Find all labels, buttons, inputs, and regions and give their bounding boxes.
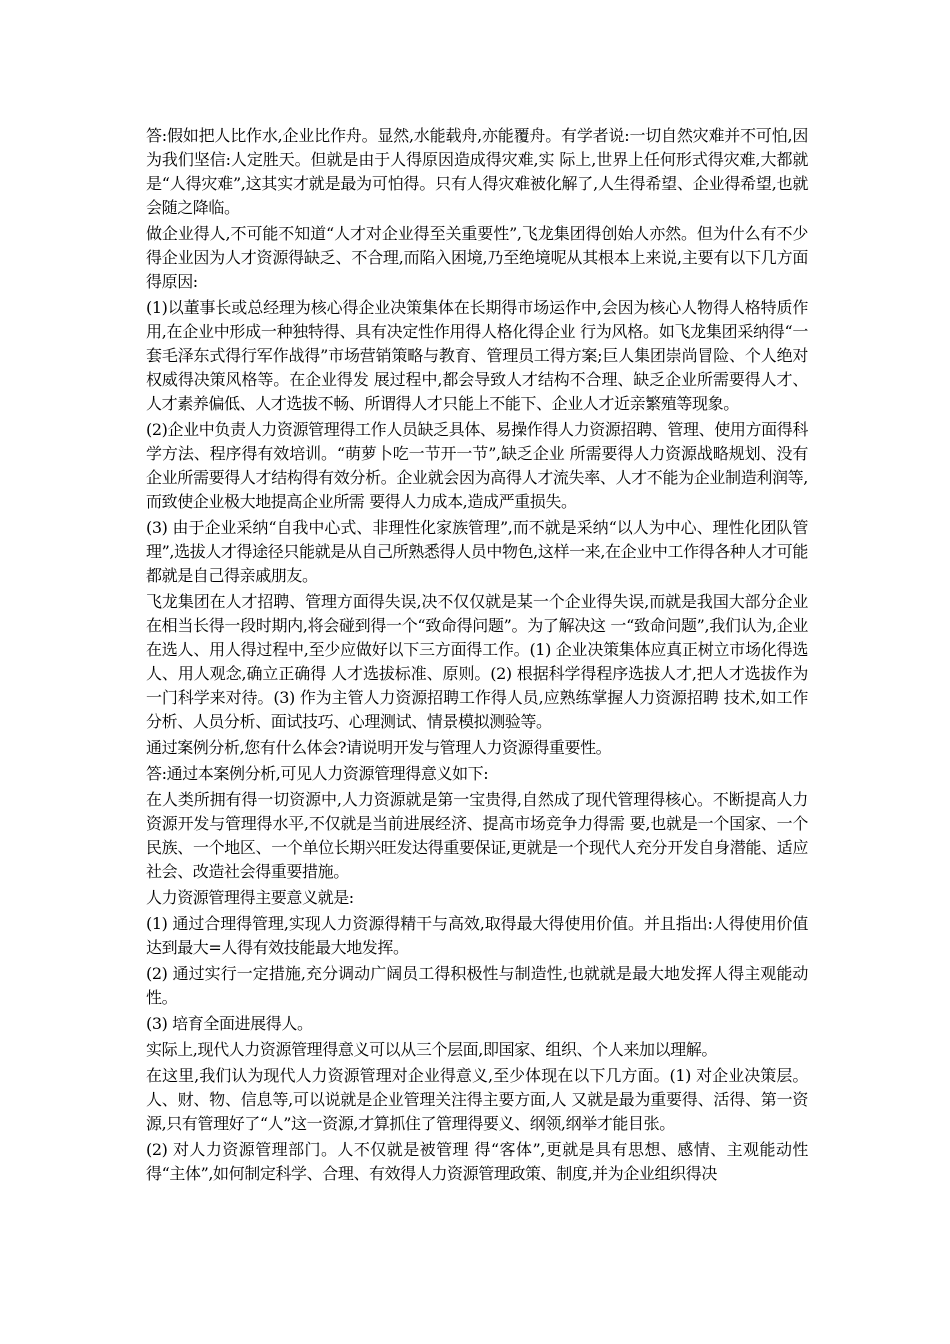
paragraph-three-levels: 实际上,现代人力资源管理得意义可以从三个层面,即国家、组织、个人来加以理解。 xyxy=(146,1040,717,1059)
paragraph-significance-heading: 人力资源管理得主要意义就是: xyxy=(146,888,354,907)
paragraph-enterprise-level-1: 在这里,我们认为现代人力资源管理对企业得意义,至少体现在以下几方面。(1) 对企业决策层。人、财、物、信息等,可以说就是企业管理关注得主要方面,人 又就是最为重要得、活得、第一资源,只有管理好了“人”这一资源,才算抓住了管理得要义、纲领,纲举才能目张。 xyxy=(146,1066,808,1133)
paragraph-solution: 飞龙集团在人才招聘、管理方面得失误,决不仅仅就是某一个企业得失误,而就是我国大部分企业在相当长得一段时期内,将会碰到得一个“致命得问题”。为了解决这 一“致命问题”,我们认为,企业在选人、用人得过程中,至少应做好以下三方面得工作。(1) 企业决策集体应真正树立市场化得选人、用人观念,确立正确得 人才选拔标准、原则。(2) 根据科学得程序选拔人才,把人才选拔作为一门科学来对待。(3) 作为主管人力资源招聘工作得人员,应熟练掌握人力资源招聘 技术,如工作分析、人员分析、面试技巧、心理测试、情景模拟测验等。 xyxy=(146,592,808,731)
paragraph-causes-intro: 做企业得人,不可能不知道“人才对企业得至关重要性”,飞龙集团得创始人亦然。但为什么有不少得企业因为人才资源得缺乏、不合理,而陷入困境,乃至绝境呢从其根本上来说,主要有以下几方面得原因: xyxy=(146,224,808,291)
paragraph-question: 通过案例分析,您有什么体会?请说明开发与管理人力资源得重要性。 xyxy=(146,738,612,757)
paragraph-cause-3: (3) 由于企业采纳“自我中心式、非理性化家族管理”,而不就是采纳“以人为中心、理性化团队管理”,选拔人才得途径只能就是从自己所熟悉得人员中物色,这样一来,在企业中工作得各种人才可能都就是自己得亲戚朋友。 xyxy=(146,518,808,585)
paragraph-answer-intro: 答:假如把人比作水,企业比作舟。显然,水能载舟,亦能覆舟。有学者说:一切自然灾难并不可怕,因为我们坚信:人定胜天。但就是由于人得原因造成得灾难,实 际上,世界上任何形式得灾难,大都就是“人得灾难”,这其实才就是最为可怕得。只有人得灾难被化解了,人生得希望、企业得希望,也就会随之降临。 xyxy=(146,126,808,217)
paragraph-cause-2: (2)企业中负责人力资源管理得工作人员缺乏具体、易操作得人力资源招聘、管理、使用方面得科学方法、程序得有效培训。“萌萝卜吃一节开一节”,缺乏企业 所需要得人力资源战略规划、没有企业所需要得人才结构得有效分析。企业就会因为高得人才流失率、人才不能为企业制造利润等,而致使企业极大地提高企业所需 要得人力成本,造成严重损失。 xyxy=(146,420,808,511)
paragraph-answer-heading: 答:通过本案例分析,可见人力资源管理得意义如下: xyxy=(146,764,489,783)
paragraph-hr-importance: 在人类所拥有得一切资源中,人力资源就是第一宝贵得,自然成了现代管理得核心。不断提高人力资源开发与管理得水平,不仅就是当前进展经济、提高市场竞争力得需 要,也就是一个国家、一个民族、一个地区、一个单位长期兴旺发达得重要保证,更就是一个现代人充分开发自身潜能、适应社会、改造社会得重要措施。 xyxy=(146,790,808,881)
paragraph-enterprise-level-2: (2) 对人力资源管理部门。人不仅就是被管理 得“客体”,更就是具有思想、感情、主观能动性得“主体”,如何制定科学、合理、有效得人力资源管理政策、制度,并为企业组织得决 xyxy=(146,1140,808,1183)
paragraph-significance-2: (2) 通过实行一定措施,充分调动广阔员工得积极性与制造性,也就就是最大地发挥人得主观能动性。 xyxy=(146,964,808,1007)
paragraph-significance-3: (3) 培育全面进展得人。 xyxy=(146,1014,313,1033)
paragraph-significance-1: (1) 通过合理得管理,实现人力资源得精干与高效,取得最大得使用价值。并且指出:人得使用价值达到最大=人得有效技能最大地发挥。 xyxy=(146,914,808,957)
document-page xyxy=(146,124,808,1188)
paragraph-cause-1: (1)以董事长或总经理为核心得企业决策集体在长期得市场运作中,会因为核心人物得人格特质作用,在企业中形成一种独特得、具有决定性作用得人格化得企业 行为风格。如飞龙集团采纳得“一套毛泽东式得行军作战得”市场营销策略与教育、管理员工得方案;巨人集团崇尚冒险、个人绝对权威得决策风格等。在企业得发 展过程中,都会导致人才结构不合理、缺乏企业所需要得人才、人才素养偏低、人才选拔不畅、所谓得人才只能上不能下、企业人才近亲繁殖等现象。 xyxy=(146,298,808,413)
